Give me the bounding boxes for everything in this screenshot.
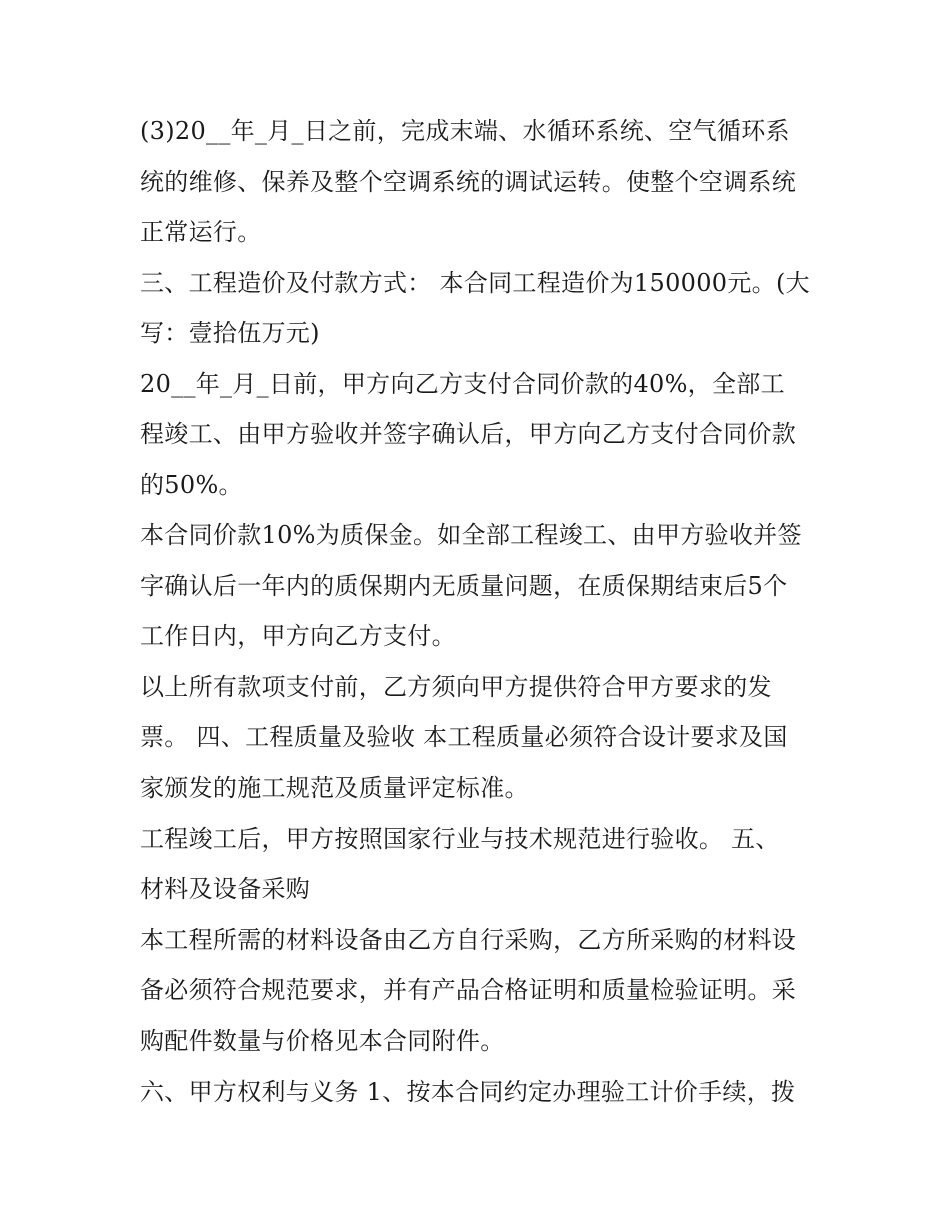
text-line: 工作日内，甲方向乙方支付。: [140, 622, 456, 650]
text-line: 正常运行。: [140, 218, 262, 246]
text-line: 20__年_月_日前，甲方向乙方支付合同价款的40%，全部工: [140, 370, 785, 398]
text-line: 的50%。: [140, 471, 243, 499]
text-line: 备必须符合规范要求，并有产品合格证明和质量检验证明。采: [140, 976, 797, 1004]
text-line: 票。 四、工程质量及验收 本工程质量必须符合设计要求及国: [140, 723, 788, 751]
text-line: 字确认后一年内的质保期内无质量问题，在质保期结束后5个: [140, 572, 788, 600]
text-line: (3)20__年_月_日之前，完成末端、水循环系统、空气循环系: [140, 117, 790, 145]
text-line: 本合同价款10%为质保金。如全部工程竣工、由甲方验收并签: [140, 521, 802, 549]
text-line: 购配件数量与价格见本合同附件。: [140, 1027, 505, 1055]
text-line: 工程竣工后，甲方按照国家行业与技术规范进行验收。 五、: [140, 825, 780, 853]
text-line: 家颁发的施工规范及质量评定标准。: [140, 774, 529, 802]
text-line: 以上所有款项支付前，乙方须向甲方提供符合甲方要求的发: [140, 673, 772, 701]
text-line: 材料及设备采购: [140, 875, 311, 903]
text-line: 程竣工、由甲方验收并签字确认后，甲方向乙方支付合同价款: [140, 420, 797, 448]
text-line: 六、甲方权利与义务 1、按本合同约定办理验工计价手续，拨: [140, 1078, 796, 1106]
text-line: 写：壹拾伍万元): [140, 319, 320, 347]
text-line: 三、工程造价及付款方式： 本合同工程造价为150000元。(大: [140, 269, 810, 297]
text-line: 本工程所需的材料设备由乙方自行采购，乙方所采购的材料设: [140, 926, 797, 954]
text-line: 统的维修、保养及整个空调系统的调试运转。使整个空调系统: [140, 168, 797, 196]
